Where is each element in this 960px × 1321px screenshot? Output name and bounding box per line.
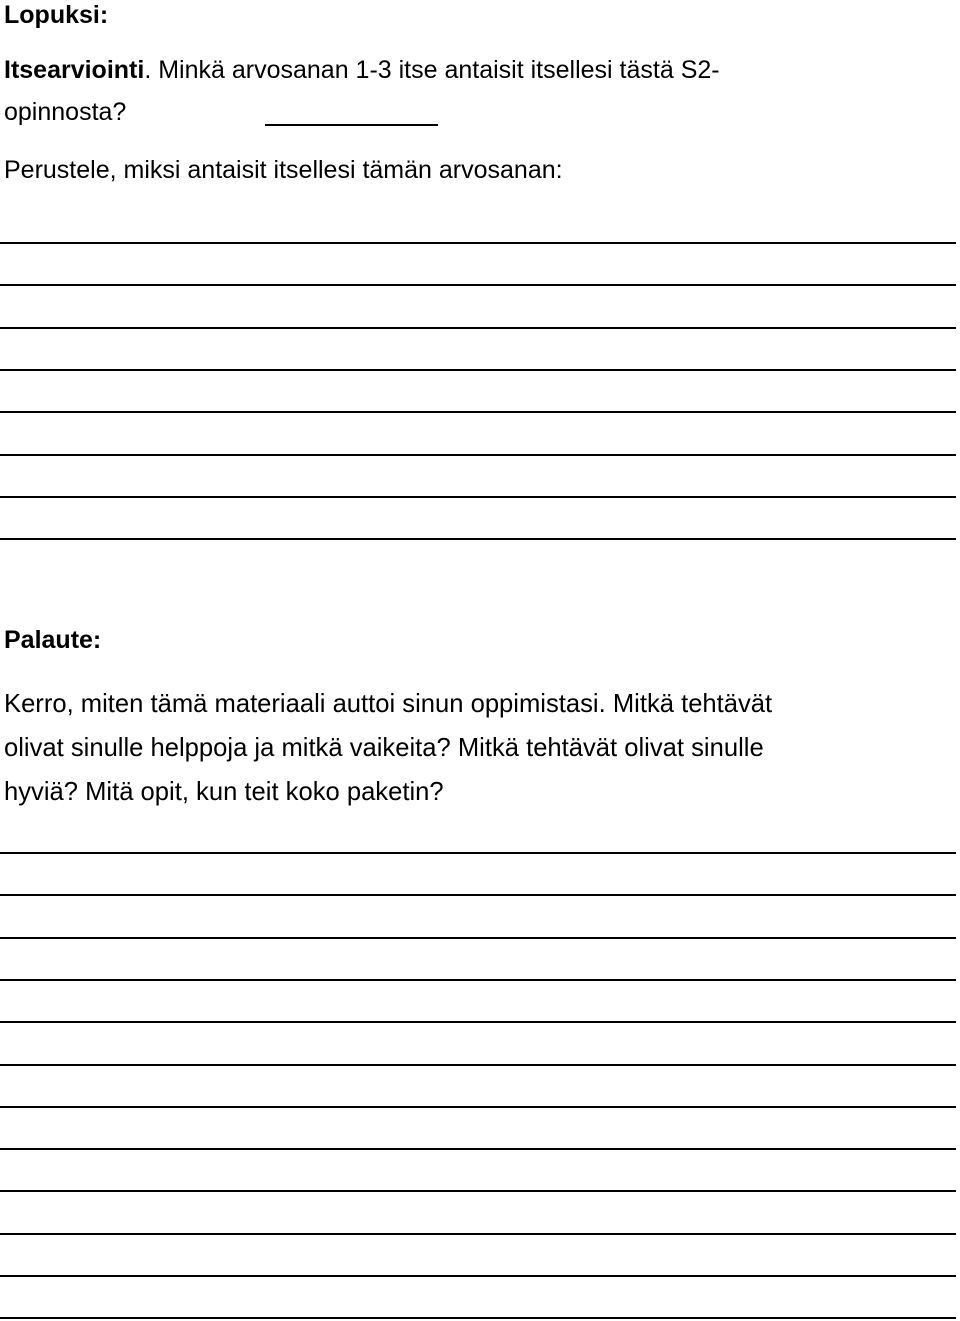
- heading-lopuksi: Lopuksi:: [4, 1, 109, 29]
- feedback-prompt-line: olivat sinulle helppoja ja mitkä vaikeita? Mitkä tehtävät olivat sinulle: [4, 734, 764, 762]
- answer-line[interactable]: [0, 496, 956, 498]
- self-assessment-question-continued: opinnosta?: [4, 98, 127, 126]
- answer-line[interactable]: [0, 369, 956, 371]
- answer-line[interactable]: [0, 454, 956, 456]
- answer-line[interactable]: [0, 937, 956, 939]
- answer-line[interactable]: [0, 1317, 956, 1319]
- self-assessment-question: [4, 55, 720, 85]
- answer-line[interactable]: [0, 1275, 956, 1277]
- grade-answer-blank[interactable]: [265, 124, 438, 126]
- justify-prompt: Perustele, miksi antaisit itsellesi tämän arvosanan:: [4, 156, 563, 184]
- answer-line[interactable]: [0, 1190, 956, 1192]
- answer-line[interactable]: [0, 242, 956, 244]
- answer-line[interactable]: [0, 1021, 956, 1023]
- answer-line[interactable]: [0, 894, 956, 896]
- self-assessment-label: Itsearviointi: [4, 56, 145, 84]
- feedback-prompt-line: Kerro, miten tämä materiaali auttoi sinun oppimistasi. Mitkä tehtävät: [4, 690, 773, 718]
- answer-line[interactable]: [0, 979, 956, 981]
- answer-line[interactable]: [0, 284, 956, 286]
- answer-line[interactable]: [0, 327, 956, 329]
- answer-line[interactable]: [0, 852, 956, 854]
- answer-line[interactable]: [0, 1106, 956, 1108]
- answer-line[interactable]: [0, 1064, 956, 1066]
- feedback-prompt: [4, 682, 944, 814]
- heading-palaute: Palaute:: [4, 626, 102, 654]
- answer-line[interactable]: [0, 411, 956, 413]
- self-assessment-question-text: . Minkä arvosanan 1-3 itse antaisit itsellesi tästä S2-: [144, 56, 720, 84]
- answer-line[interactable]: [0, 538, 956, 540]
- answer-line[interactable]: [0, 1233, 956, 1235]
- answer-line[interactable]: [0, 1148, 956, 1150]
- feedback-prompt-line: hyviä? Mitä opit, kun teit koko paketin?: [4, 778, 444, 806]
